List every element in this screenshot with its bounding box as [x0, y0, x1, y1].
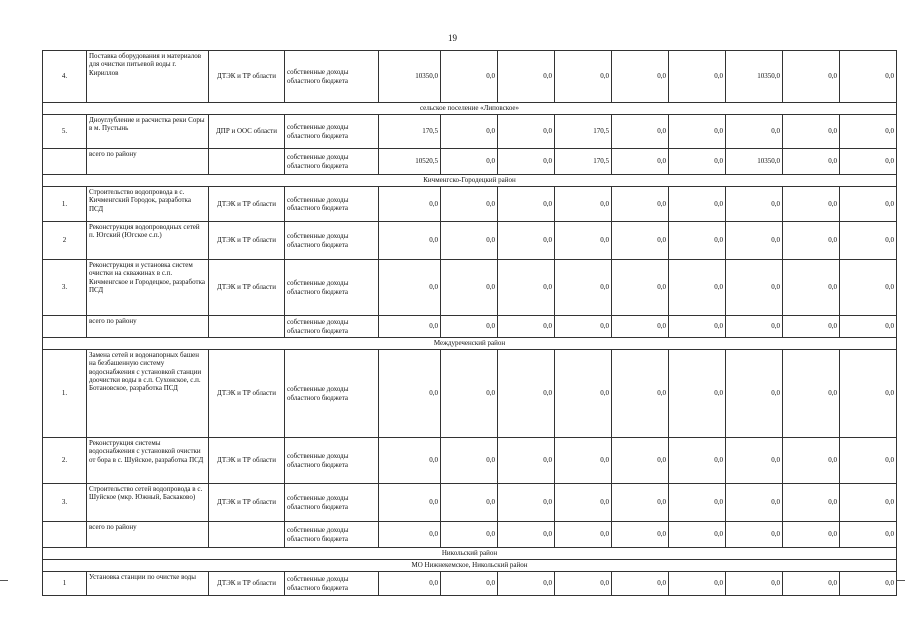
amount-cell: 0,0 [726, 484, 783, 522]
funding-source: собственные доходы областного бюджета [285, 115, 379, 149]
amount-cell: 0,0 [441, 260, 498, 316]
item-name: Строительство сетей водопровода в с. Шуйское (мкр. Южный, Баскаково) [87, 484, 209, 522]
amount-cell: 0,0 [379, 316, 441, 338]
amount-cell: 0,0 [669, 51, 726, 103]
section-title: Никольский район [43, 548, 897, 560]
budget-table [42, 50, 897, 596]
section-title: сельское поселение «Липовское» [43, 103, 897, 115]
margin-tick-right [897, 580, 905, 581]
amount-cell: 0,0 [840, 572, 897, 596]
amount-cell: 0,0 [669, 438, 726, 484]
amount-cell: 0,0 [441, 572, 498, 596]
item-name: Установка станции по очистке воды [87, 572, 209, 596]
margin-tick-left [0, 580, 8, 581]
amount-cell: 0,0 [441, 51, 498, 103]
amount-cell: 0,0 [555, 522, 612, 548]
amount-cell: 0,0 [612, 484, 669, 522]
amount-cell: 170,5 [555, 115, 612, 149]
row-number: 1. [43, 350, 87, 438]
amount-cell: 0,0 [726, 522, 783, 548]
amount-cell: 0,0 [379, 187, 441, 222]
amount-cell: 0,0 [726, 260, 783, 316]
executor: ДТЭК и ТР области [209, 260, 285, 316]
funding-source: собственные доходы областного бюджета [285, 572, 379, 596]
amount-cell: 0,0 [441, 316, 498, 338]
funding-source: собственные доходы областного бюджета [285, 316, 379, 338]
amount-cell: 170,5 [555, 149, 612, 175]
amount-cell: 0,0 [612, 115, 669, 149]
funding-source: собственные доходы областного бюджета [285, 522, 379, 548]
amount-cell: 0,0 [840, 115, 897, 149]
amount-cell: 0,0 [612, 222, 669, 260]
amount-cell: 0,0 [441, 438, 498, 484]
amount-cell: 0,0 [783, 149, 840, 175]
amount-cell: 0,0 [840, 222, 897, 260]
amount-cell: 0,0 [783, 187, 840, 222]
row-number: 3. [43, 484, 87, 522]
amount-cell: 0,0 [498, 316, 555, 338]
amount-cell: 0,0 [783, 51, 840, 103]
row-number: 5. [43, 115, 87, 149]
row-number [43, 149, 87, 175]
amount-cell: 0,0 [498, 222, 555, 260]
executor: ДТЭК и ТР области [209, 51, 285, 103]
funding-source: собственные доходы областного бюджета [285, 222, 379, 260]
table-row [43, 316, 897, 338]
amount-cell: 10350,0 [379, 51, 441, 103]
amount-cell: 0,0 [669, 316, 726, 338]
executor: ДТЭК и ТР области [209, 438, 285, 484]
amount-cell: 0,0 [783, 115, 840, 149]
amount-cell: 10520,5 [379, 149, 441, 175]
row-number [43, 522, 87, 548]
amount-cell: 0,0 [441, 350, 498, 438]
amount-cell: 0,0 [669, 149, 726, 175]
amount-cell: 0,0 [441, 484, 498, 522]
amount-cell: 0,0 [612, 350, 669, 438]
amount-cell: 0,0 [555, 187, 612, 222]
amount-cell: 0,0 [498, 572, 555, 596]
table-row [43, 260, 897, 316]
amount-cell: 0,0 [669, 115, 726, 149]
item-name: Строительство водопровода в с. Кичменгский Городок, разработка ПСД [87, 187, 209, 222]
amount-cell: 0,0 [379, 572, 441, 596]
item-name: Реконструкция водопроводных сетей п. Югский (Югское с.п.) [87, 222, 209, 260]
table-row [43, 350, 897, 438]
funding-source: собственные доходы областного бюджета [285, 438, 379, 484]
item-name: Замена сетей и водонапорных башен на безбашенную систему водоснабжения с установкой станции доочистки воды в с.п. Сухонское, с.п. Ботановское, разработка ПСД [87, 350, 209, 438]
amount-cell: 170,5 [379, 115, 441, 149]
amount-cell: 0,0 [379, 522, 441, 548]
row-number: 2. [43, 438, 87, 484]
table-row [43, 438, 897, 484]
amount-cell: 0,0 [612, 51, 669, 103]
amount-cell: 0,0 [498, 438, 555, 484]
amount-cell: 0,0 [669, 522, 726, 548]
amount-cell: 0,0 [612, 316, 669, 338]
amount-cell: 0,0 [379, 438, 441, 484]
amount-cell: 0,0 [379, 260, 441, 316]
executor [209, 316, 285, 338]
amount-cell: 0,0 [669, 572, 726, 596]
funding-source: собственные доходы областного бюджета [285, 260, 379, 316]
amount-cell: 0,0 [612, 572, 669, 596]
amount-cell: 0,0 [555, 51, 612, 103]
amount-cell: 0,0 [379, 350, 441, 438]
amount-cell: 0,0 [498, 484, 555, 522]
amount-cell: 0,0 [555, 316, 612, 338]
amount-cell: 0,0 [840, 260, 897, 316]
table-row [43, 484, 897, 522]
executor: ДТЭК и ТР области [209, 187, 285, 222]
amount-cell: 0,0 [783, 572, 840, 596]
amount-cell: 0,0 [441, 149, 498, 175]
amount-cell: 0,0 [498, 522, 555, 548]
amount-cell: 0,0 [783, 522, 840, 548]
amount-cell: 0,0 [498, 51, 555, 103]
amount-cell: 0,0 [379, 222, 441, 260]
amount-cell: 0,0 [726, 115, 783, 149]
amount-cell: 0,0 [555, 260, 612, 316]
section-row [43, 103, 897, 115]
amount-cell: 0,0 [498, 260, 555, 316]
amount-cell: 0,0 [783, 222, 840, 260]
funding-source: собственные доходы областного бюджета [285, 484, 379, 522]
amount-cell: 0,0 [669, 260, 726, 316]
funding-source: собственные доходы областного бюджета [285, 149, 379, 175]
amount-cell: 0,0 [726, 222, 783, 260]
amount-cell: 0,0 [840, 350, 897, 438]
table-row [43, 222, 897, 260]
amount-cell: 0,0 [669, 187, 726, 222]
page-number: 19 [448, 33, 457, 43]
amount-cell: 0,0 [783, 350, 840, 438]
table-row [43, 572, 897, 596]
executor [209, 149, 285, 175]
amount-cell: 0,0 [840, 438, 897, 484]
amount-cell: 0,0 [726, 316, 783, 338]
amount-cell: 0,0 [498, 350, 555, 438]
section-row [43, 548, 897, 560]
amount-cell: 0,0 [669, 484, 726, 522]
section-row [43, 175, 897, 187]
table-row [43, 115, 897, 149]
amount-cell: 0,0 [840, 522, 897, 548]
amount-cell: 0,0 [840, 187, 897, 222]
table-row [43, 522, 897, 548]
item-name: всего по району [87, 149, 209, 175]
funding-source: собственные доходы областного бюджета [285, 51, 379, 103]
executor: ДТЭК и ТР области [209, 350, 285, 438]
row-number [43, 316, 87, 338]
table-row [43, 187, 897, 222]
executor: ДТЭК и ТР области [209, 572, 285, 596]
amount-cell: 0,0 [726, 438, 783, 484]
amount-cell: 0,0 [612, 438, 669, 484]
amount-cell: 0,0 [783, 438, 840, 484]
amount-cell: 0,0 [441, 222, 498, 260]
funding-source: собственные доходы областного бюджета [285, 187, 379, 222]
row-number: 2 [43, 222, 87, 260]
amount-cell: 0,0 [669, 350, 726, 438]
table-row [43, 51, 897, 103]
amount-cell: 0,0 [726, 572, 783, 596]
amount-cell: 0,0 [783, 316, 840, 338]
amount-cell: 0,0 [555, 484, 612, 522]
amount-cell: 0,0 [840, 316, 897, 338]
amount-cell: 0,0 [840, 149, 897, 175]
item-name: всего по району [87, 522, 209, 548]
item-name: всего по району [87, 316, 209, 338]
section-title: Междуреченский район [43, 338, 897, 350]
amount-cell: 0,0 [612, 522, 669, 548]
amount-cell: 0,0 [840, 484, 897, 522]
amount-cell: 0,0 [612, 260, 669, 316]
section-row [43, 560, 897, 572]
amount-cell: 0,0 [783, 484, 840, 522]
row-number: 1. [43, 187, 87, 222]
amount-cell: 0,0 [555, 350, 612, 438]
amount-cell: 0,0 [498, 149, 555, 175]
amount-cell: 0,0 [726, 187, 783, 222]
item-name: Реконструкция системы водоснабжения с установкой очистки от бора в с. Шуйское, разработка ПСД [87, 438, 209, 484]
amount-cell: 0,0 [783, 260, 840, 316]
item-name: Реконструкция и установка систем очистки на скважинах в с.п. Кичменгское и Городецкое, разработка ПСД [87, 260, 209, 316]
amount-cell: 0,0 [555, 222, 612, 260]
executor: ДТЭК и ТР области [209, 484, 285, 522]
amount-cell: 0,0 [840, 51, 897, 103]
table-row [43, 149, 897, 175]
amount-cell: 0,0 [612, 149, 669, 175]
section-title: МО Нижнекемское, Никольский район [43, 560, 897, 572]
amount-cell: 10350,0 [726, 149, 783, 175]
section-row [43, 338, 897, 350]
amount-cell: 0,0 [379, 484, 441, 522]
amount-cell: 0,0 [441, 187, 498, 222]
executor: ДТЭК и ТР области [209, 222, 285, 260]
item-name: Поставка оборудования и материалов для очистки питьевой воды г. Кириллов [87, 51, 209, 103]
amount-cell: 0,0 [726, 350, 783, 438]
amount-cell: 0,0 [498, 115, 555, 149]
item-name: Дноуглубление и расчистка реки Соры в м. Пустынь [87, 115, 209, 149]
amount-cell: 0,0 [555, 572, 612, 596]
row-number: 4. [43, 51, 87, 103]
amount-cell: 10350,0 [726, 51, 783, 103]
row-number: 3. [43, 260, 87, 316]
funding-source: собственные доходы областного бюджета [285, 350, 379, 438]
row-number: 1 [43, 572, 87, 596]
amount-cell: 0,0 [498, 187, 555, 222]
executor: ДПР и ООС области [209, 115, 285, 149]
amount-cell: 0,0 [441, 522, 498, 548]
executor [209, 522, 285, 548]
amount-cell: 0,0 [612, 187, 669, 222]
amount-cell: 0,0 [669, 222, 726, 260]
amount-cell: 0,0 [555, 438, 612, 484]
section-title: Кичменгско-Городецкий район [43, 175, 897, 187]
amount-cell: 0,0 [441, 115, 498, 149]
